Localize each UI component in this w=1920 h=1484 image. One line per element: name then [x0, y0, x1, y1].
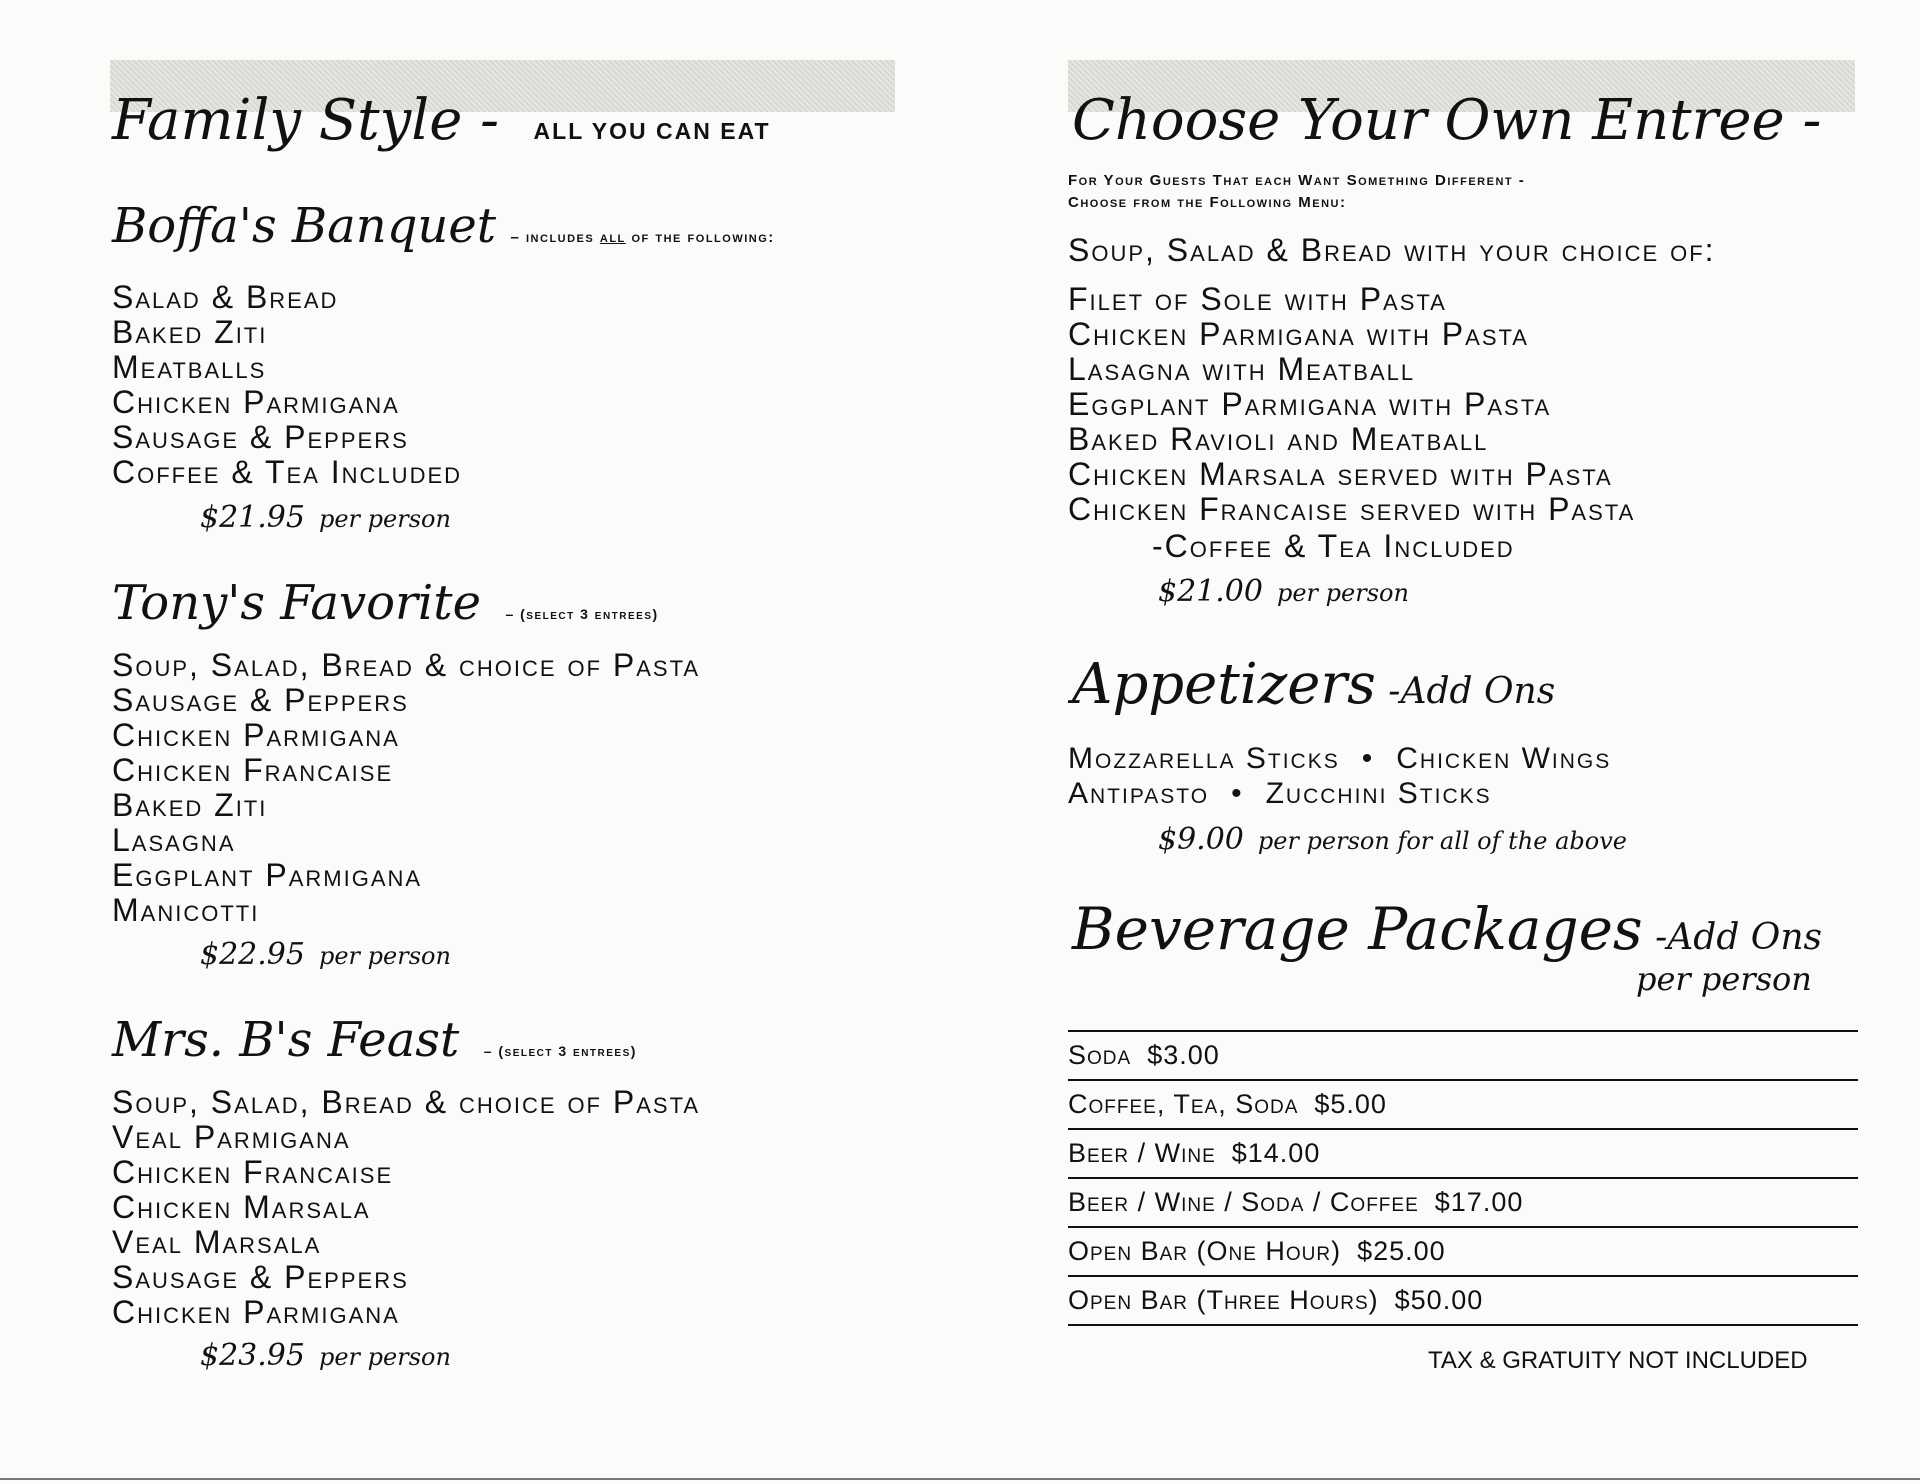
table-row: [1068, 1275, 1858, 1324]
family-style-heading: [112, 88, 771, 153]
appetizer-item: Chicken Wings: [1396, 742, 1612, 775]
list-item: Veal Parmigana: [112, 1119, 351, 1155]
bev-price: $5.00: [1314, 1089, 1387, 1119]
choose-entree-intro-1: For Your Guests That each Want Something Different -: [1068, 172, 1526, 189]
choose-entree-intro-2: Choose from the Following Menu:: [1068, 194, 1347, 211]
bev-label: Open Bar (One Hour): [1068, 1236, 1342, 1266]
list-item: Chicken Francaise: [112, 1154, 394, 1190]
mrs-bs-feast-note: – (select 3 entrees): [483, 1043, 637, 1059]
price-value: $9.00: [1158, 822, 1244, 857]
list-item: Veal Marsala: [112, 1224, 322, 1260]
price-unit: per person: [318, 942, 451, 970]
appetizers-title: Appetizers: [1072, 652, 1376, 717]
bev-price: $17.00: [1434, 1187, 1524, 1217]
list-item: Coffee & Tea Included: [112, 454, 463, 490]
list-item: Chicken Francaise served with Pasta: [1068, 491, 1636, 527]
price-value: $21.95: [200, 500, 305, 535]
bev-label: Beer / Wine / Soda / Coffee: [1068, 1187, 1419, 1217]
table-bottom-rule: [1068, 1324, 1858, 1326]
appetizers-row-1: [1068, 742, 1611, 776]
appetizer-item: Antipasto: [1068, 777, 1210, 810]
bev-label: Beer / Wine: [1068, 1138, 1216, 1168]
list-item: Baked Ziti: [112, 314, 268, 350]
tonys-favorite-price: [200, 937, 451, 972]
appetizers-addon: -Add Ons: [1388, 671, 1556, 712]
beverage-table: [1068, 1030, 1858, 1326]
choose-entree-title: Choose Your Own Entree -: [1072, 88, 1822, 153]
boffas-banquet-items: [112, 280, 462, 490]
choose-entree-price: [1158, 574, 1409, 609]
beverages-addon-unit: per person: [1636, 960, 1812, 998]
appetizer-item: Mozzarella Sticks: [1068, 742, 1340, 775]
bullet-icon: •: [1231, 777, 1244, 810]
bev-price: $25.00: [1357, 1236, 1446, 1266]
table-row: [1068, 1030, 1858, 1079]
appetizer-item: Zucchini Sticks: [1265, 777, 1492, 810]
list-item: Soup, Salad, Bread & choice of Pasta: [112, 1084, 701, 1120]
price-value: $23.95: [200, 1338, 305, 1373]
beverages-footnote: TAX & GRATUITY NOT INCLUDED: [1428, 1347, 1808, 1374]
list-item: Chicken Parmigana with Pasta: [1068, 316, 1529, 352]
tonys-favorite-title: Tony's Favorite: [112, 575, 481, 631]
bev-price: $50.00: [1394, 1285, 1484, 1315]
choose-entree-items: [1068, 282, 1635, 527]
list-item: Sausage & Peppers: [112, 682, 409, 718]
list-item: Meatballs: [112, 349, 267, 385]
price-unit: per person: [318, 505, 451, 533]
table-row: [1068, 1226, 1858, 1275]
table-row: [1068, 1177, 1858, 1226]
tonys-favorite-items: [112, 648, 700, 928]
family-style-subtitle: ALL YOU CAN EAT: [533, 118, 771, 144]
choose-entree-extra: -Coffee & Tea Included: [1152, 528, 1515, 564]
bottom-edge-rule: [0, 1478, 1920, 1480]
bev-label: Open Bar (Three Hours): [1068, 1285, 1379, 1315]
choose-entree-lead: Soup, Salad & Bread with your choice of:: [1068, 232, 1716, 268]
mrs-bs-feast-title: Mrs. B's Feast: [112, 1012, 460, 1068]
list-item: Lasagna with Meatball: [1068, 351, 1416, 387]
list-item: Chicken Parmigana: [112, 384, 400, 420]
list-item: Chicken Parmigana: [112, 717, 400, 753]
bev-label: Coffee, Tea, Soda: [1068, 1089, 1299, 1119]
list-item: Salad & Bread: [112, 279, 339, 315]
price-unit: per person: [1276, 579, 1409, 607]
list-item: Chicken Francaise: [112, 752, 394, 788]
list-item: Chicken Parmigana: [112, 1294, 400, 1330]
list-item: Baked Ziti: [112, 787, 268, 823]
price-unit: per person: [318, 1343, 451, 1371]
appetizers-price: [1158, 822, 1627, 857]
mrs-bs-feast-price: [200, 1338, 451, 1373]
mrs-bs-feast-items: [112, 1085, 700, 1330]
boffas-banquet-price: [200, 500, 451, 535]
family-style-title: Family Style -: [112, 88, 500, 153]
list-item: Lasagna: [112, 822, 236, 858]
bullet-icon: •: [1361, 742, 1375, 775]
tonys-favorite-heading: [112, 575, 659, 631]
beverages-title: Beverage Packages: [1072, 895, 1643, 963]
table-row: [1068, 1079, 1858, 1128]
table-row: [1068, 1128, 1858, 1177]
note-suffix: of the following:: [625, 229, 775, 246]
bev-label: Soda: [1068, 1040, 1132, 1070]
list-item: Soup, Salad, Bread & choice of Pasta: [112, 647, 701, 683]
note-prefix: – includes: [510, 229, 600, 246]
boffas-banquet-title: Boffa's Banquet: [112, 198, 497, 254]
list-item: Baked Ravioli and Meatball: [1068, 421, 1489, 457]
price-value: $21.00: [1158, 574, 1263, 609]
price-unit: per person for all of the above: [1257, 827, 1627, 855]
list-item: Filet of Sole with Pasta: [1068, 281, 1447, 317]
list-item: Sausage & Peppers: [112, 1259, 409, 1295]
beverages-heading: [1072, 895, 1822, 963]
list-item: Manicotti: [112, 892, 260, 928]
list-item: Sausage & Peppers: [112, 419, 409, 455]
list-item: Chicken Marsala served with Pasta: [1068, 456, 1613, 492]
list-item: Eggplant Parmigana with Pasta: [1068, 386, 1552, 422]
boffas-banquet-note: [510, 229, 774, 246]
list-item: Chicken Marsala: [112, 1189, 371, 1225]
boffas-banquet-heading: [112, 198, 775, 254]
bev-price: $3.00: [1147, 1040, 1220, 1070]
tonys-favorite-note: – (select 3 entrees): [505, 606, 659, 622]
price-value: $22.95: [200, 937, 305, 972]
bev-price: $14.00: [1231, 1138, 1321, 1168]
list-item: Eggplant Parmigana: [112, 857, 423, 893]
mrs-bs-feast-heading: [112, 1012, 637, 1068]
beverages-addon: -Add Ons: [1655, 917, 1822, 958]
appetizers-row-2: [1068, 777, 1492, 811]
note-underlined: all: [599, 229, 626, 246]
appetizers-heading: [1072, 652, 1555, 717]
